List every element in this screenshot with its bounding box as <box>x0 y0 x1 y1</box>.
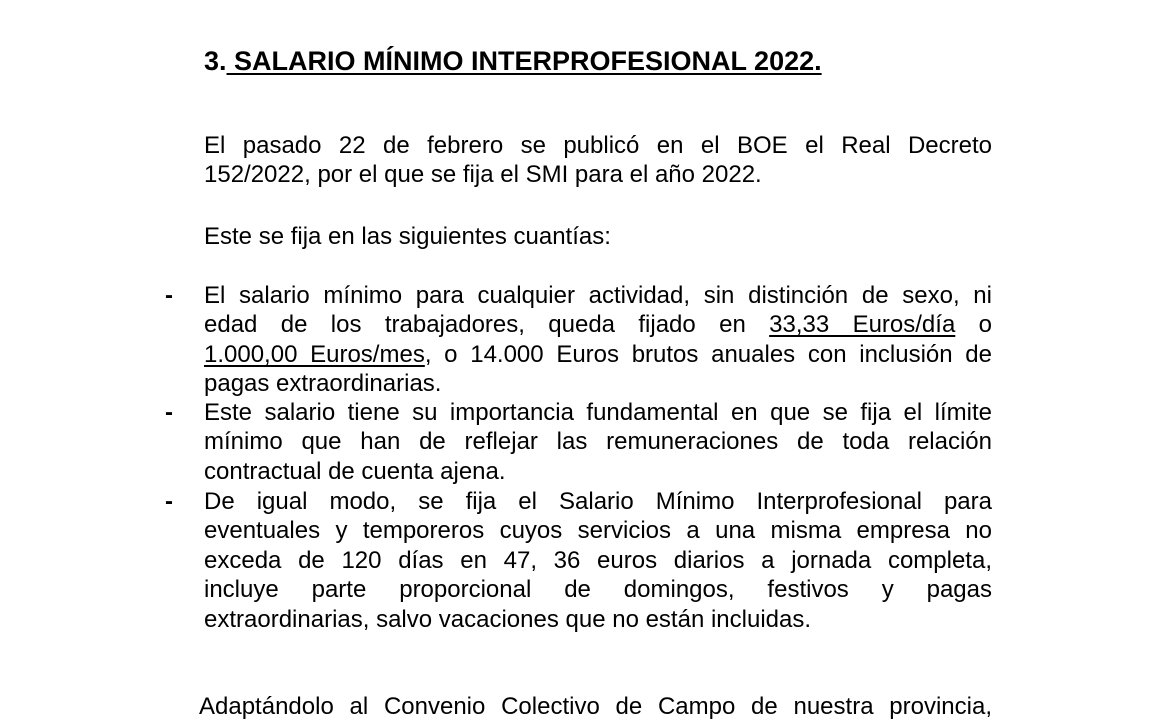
bullet1-line-2 <box>204 310 992 339</box>
bullet-marker-2: - <box>165 399 173 426</box>
intro-line-2: 152/2022, por el que se fija el SMI para el año 2022. <box>204 161 762 189</box>
bullet2-line-3: contractual de cuenta ajena. <box>204 457 506 485</box>
section-title: SALARIO MÍNIMO INTERPROFESIONAL 2022. <box>226 46 822 76</box>
bullet-marker-1: - <box>165 282 173 309</box>
adaptation-paragraph-line: Adaptándolo al Convenio Colectivo de Campo de nuestra provincia, <box>199 693 992 720</box>
section-number: 3. <box>204 46 227 76</box>
bullet-item-1 <box>204 281 992 399</box>
bullet1-line-2-text: edad de los trabajadores, queda fijado en <box>204 311 770 339</box>
bullet1-line-4: pagas extraordinarias. <box>204 370 442 398</box>
daily-wage-amount: 33,33 Euros/día <box>769 311 956 339</box>
amounts-intro-paragraph <box>204 222 992 251</box>
bullet-item-2 <box>204 398 992 486</box>
amounts-intro-line: Este se fija en las siguientes cuantías: <box>204 223 611 250</box>
monthly-wage-amount: 1.000,00 Euros/mes <box>204 340 425 368</box>
bullet3-line-4: incluye parte proporcional de domingos, festivos y pagas <box>204 576 992 604</box>
intro-paragraph <box>204 131 992 190</box>
bullet3-line-3: exceda de 120 días en 47, 36 euros diarios a jornada completa, <box>204 546 992 574</box>
bullet1-line-3-text: , o 14.000 Euros brutos anuales con inclusión de <box>424 340 993 368</box>
bullet-item-3 <box>204 487 992 634</box>
bullet3-line-5: extraordinarias, salvo vacaciones que no están incluidas. <box>204 605 812 633</box>
section-heading <box>204 44 822 78</box>
bullet1-line-1: El salario mínimo para cualquier actividad, sin distinción de sexo, ni <box>204 282 992 309</box>
bullet2-line-1: Este salario tiene su importancia fundamental en que se fija el límite <box>204 399 992 426</box>
bullet3-line-1: De igual modo, se fija el Salario Mínimo Interprofesional para <box>204 488 992 515</box>
bullet1-line-3 <box>204 340 992 369</box>
bullet-marker-3: - <box>165 488 173 515</box>
bullet2-line-2: mínimo que han de reflejar las remuneraciones de toda relación <box>204 428 992 456</box>
bullet3-line-2: eventuales y temporeros cuyos servicios a una misma empresa no <box>204 517 992 545</box>
intro-line-1: El pasado 22 de febrero se publicó en el BOE el Real Decreto <box>204 132 992 159</box>
bullet1-line-2-tail: o <box>955 311 992 339</box>
